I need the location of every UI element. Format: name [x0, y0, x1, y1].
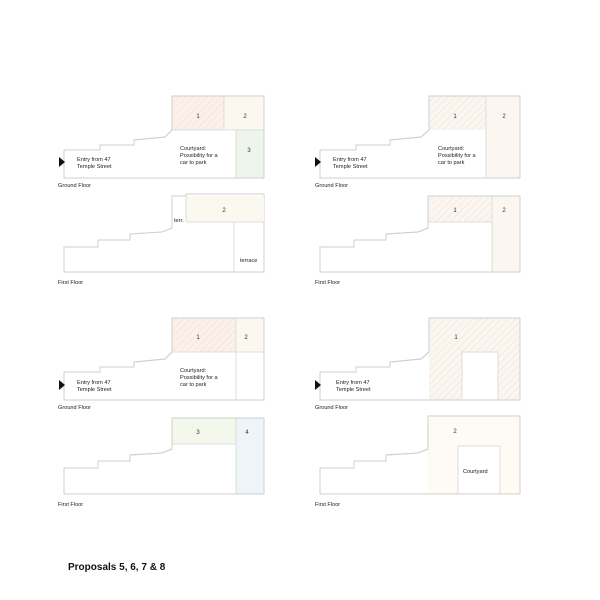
entry-text-line-2: Temple Street [333, 164, 368, 170]
floor-label: Ground Floor [58, 183, 91, 189]
floor-label: First Floor [58, 280, 84, 286]
courtyard-text-line-2: Possibility for a [438, 153, 476, 159]
courtyard-text-line-1: Courtyard: [180, 368, 207, 374]
room-2 [236, 318, 264, 352]
proposal-8 [315, 318, 520, 508]
proposal-5 [58, 96, 264, 286]
proposal-6-ground-floor-plan [315, 96, 520, 189]
entry-text-line-2: Temple Street [77, 387, 112, 393]
proposal-6-first-floor-plan [315, 196, 520, 286]
room-number: 2 [502, 208, 506, 214]
entry-text-line-2: Temple Street [336, 387, 371, 393]
proposal-5-ground-floor-plan [58, 96, 264, 189]
entry-text-line-1: Entry from 47 [77, 157, 111, 163]
floor-label: Ground Floor [58, 405, 91, 411]
courtyard-text-line-3: car to park [438, 160, 465, 166]
room-number: 1 [196, 114, 200, 120]
room-number: 3 [247, 148, 251, 154]
room-3 [172, 418, 236, 444]
room-number: 4 [245, 430, 249, 436]
proposal-8-first-floor-plan [315, 416, 520, 508]
room-4 [236, 418, 264, 494]
terrace-note: terr. [174, 218, 184, 224]
proposal-8-ground-floor-plan [315, 318, 520, 411]
sheet-title: Proposals 5, 6, 7 & 8 [68, 562, 166, 573]
room-number: 1 [454, 335, 458, 341]
courtyard-note: Courtyard [463, 469, 488, 475]
room-2 [492, 196, 520, 272]
room-number: 2 [244, 335, 248, 341]
courtyard-text-line-2: Possibility for a [180, 375, 218, 381]
room-2 [486, 96, 520, 178]
courtyard-text-line-2: Possibility for a [180, 153, 218, 159]
room-number: 2 [453, 429, 457, 435]
floor-label: Ground Floor [315, 183, 348, 189]
proposal-7 [58, 318, 264, 508]
entry-text-line-1: Entry from 47 [77, 380, 111, 386]
floor-label: First Floor [58, 502, 84, 508]
floor-label: Ground Floor [315, 405, 348, 411]
room-number: 2 [222, 208, 226, 214]
proposal-6 [315, 96, 520, 286]
courtyard-text-line-3: car to park [180, 160, 207, 166]
proposal-7-first-floor-plan [58, 418, 264, 508]
floor-label: First Floor [315, 502, 341, 508]
terrace-note: terrace [240, 258, 258, 264]
courtyard-text-line-3: car to park [180, 382, 207, 388]
room-3 [236, 130, 264, 178]
floor-label: First Floor [315, 280, 341, 286]
room-number: 1 [453, 114, 457, 120]
room-number: 1 [196, 335, 200, 341]
entry-text-line-1: Entry from 47 [333, 157, 367, 163]
room-number: 1 [453, 208, 457, 214]
proposal-7-ground-floor-plan [58, 318, 264, 411]
proposal-5-first-floor-plan [58, 194, 264, 286]
courtyard-void [462, 352, 498, 400]
courtyard-text-line-1: Courtyard: [180, 146, 207, 152]
entry-text-line-1: Entry from 47 [336, 380, 370, 386]
room-number: 3 [196, 430, 200, 436]
courtyard-text-line-1: Courtyard: [438, 146, 465, 152]
room-2 [224, 96, 264, 130]
room-number: 2 [243, 114, 247, 120]
entry-text-line-2: Temple Street [77, 164, 112, 170]
room-number: 2 [502, 114, 506, 120]
